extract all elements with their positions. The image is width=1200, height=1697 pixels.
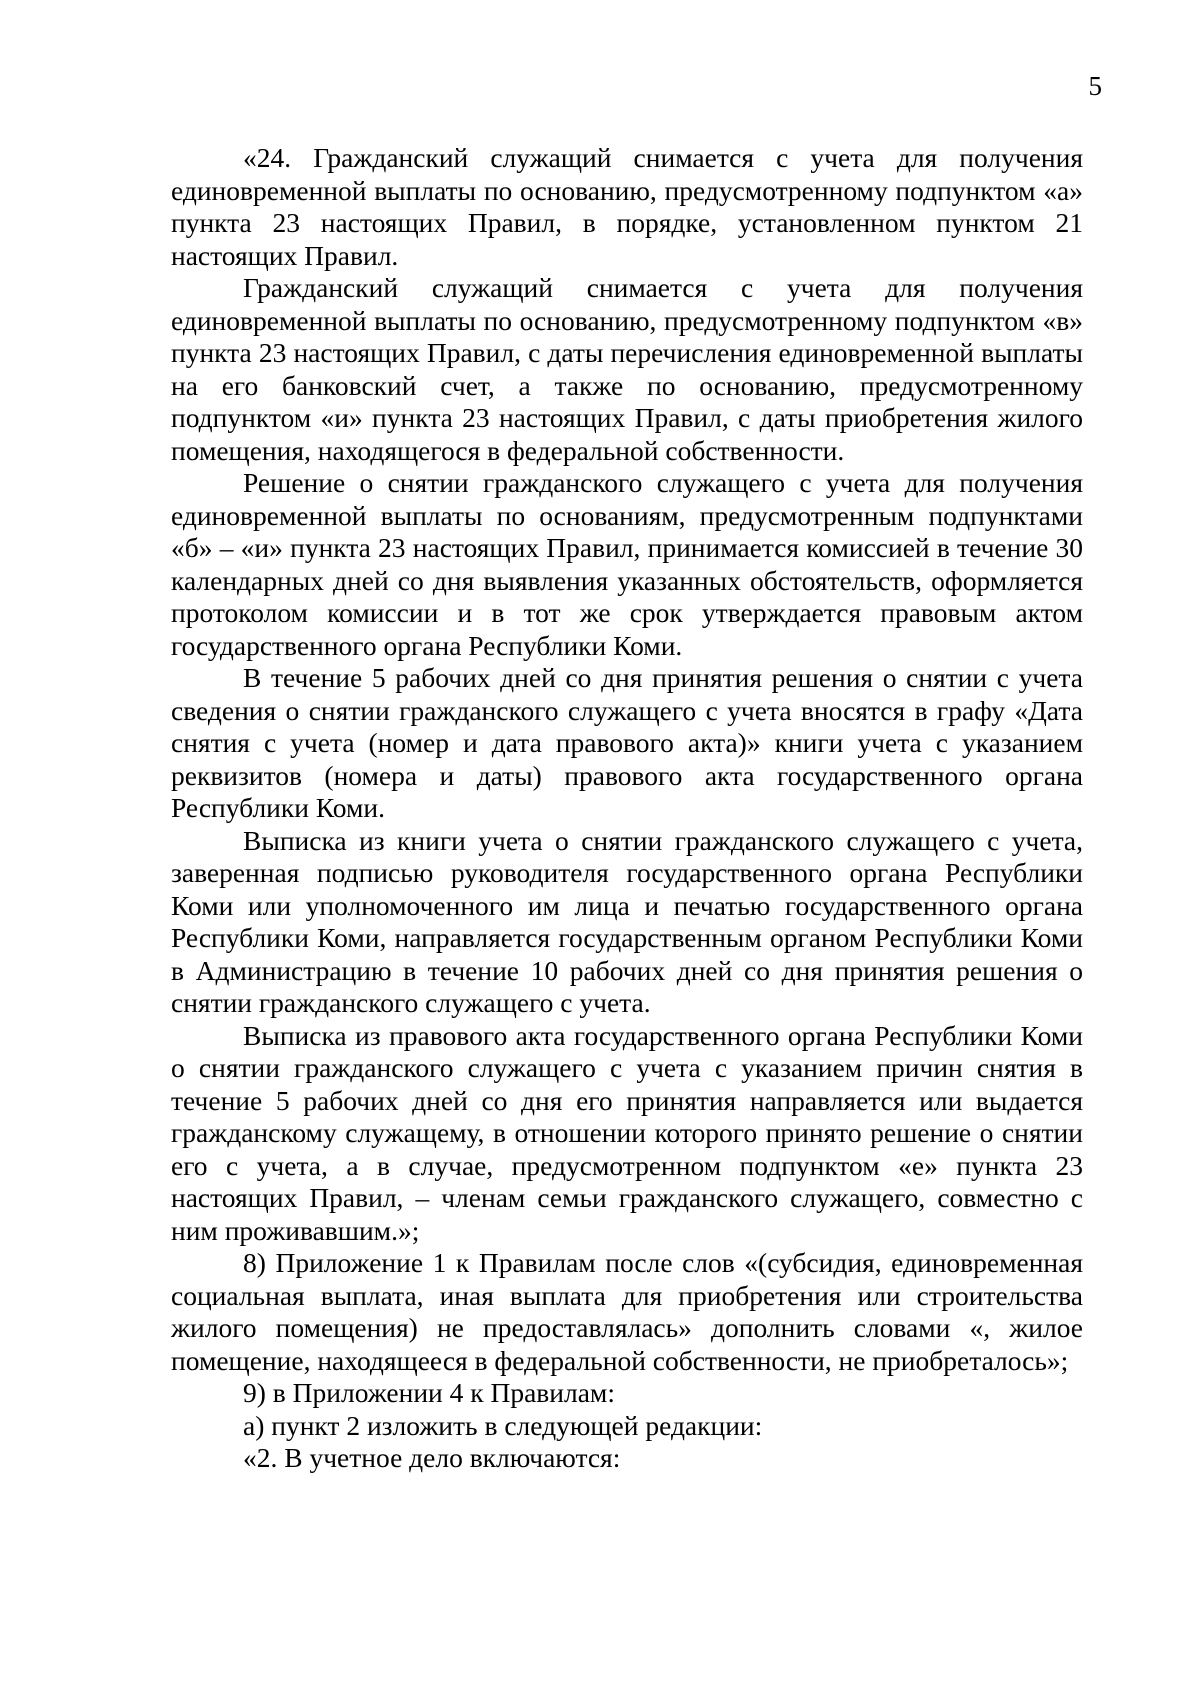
paragraph-amendment-9a: а) пункт 2 изложить в следующей редакции: — [243, 1409, 763, 1441]
paragraph-legal-act-extract: Выписка из правового акта государственного органа Республики Коми о снятии гражданского служащего с учета с указанием причин снятия в течение 5 рабочих дней со дня его принятия направляется или выдается гражданскому служащему, в отношении которого принято решение о снятии его с учета, а в случае, предусмотренном подпунктом «е» пункта 23 настоящих Правил, – членам семьи гражданского служащего, совместно с ним проживавшим.»; — [171, 1019, 1083, 1246]
paragraph-amendment-8: 8) Приложение 1 к Правилам после слов «(субсидия, единовременная социальная выплата, иная выплата для приобретения или строительства жилого помещения) не предоставлялась» дополнить словами «, жилое помещение, находящееся в федеральной собственности, не приобреталось»; — [171, 1247, 1083, 1376]
paragraph-amendment-9: 9) в Приложении 4 к Правилам: — [243, 1377, 615, 1408]
paragraph-registry-entry: В течение 5 рабочих дней со дня принятия решения о снятии с учета сведения о снятии гражданского служащего с учета вносятся в графу «Дата снятия с учета (номер и дата правового акта)» книги учета с указанием реквизитов (номера и даты) правового акта государственного органа Республики Коми. — [171, 662, 1083, 823]
paragraph-rule-24: «24. Гражданский служащий снимается с учета для получения единовременной выплаты по основанию, предусмотренному подпунктом «а» пункта 23 настоящих Правил, в порядке, установленном пунктом 21 настоящих Правил. — [171, 142, 1083, 271]
paragraph-registry-extract: Выписка из книги учета о снятии гражданского служащего с учета, заверенная подписью руководителя государственного органа Республики Коми или уполномоченного им лица и печатью государственного органа Республики Коми, направляется государственным органом Республики Коми в Администрацию в течение 10 рабочих дней со дня принятия решения о снятии гражданского служащего с учета. — [171, 824, 1083, 1018]
page-number: 5 — [1088, 71, 1102, 101]
paragraph-commission-decision: Решение о снятии гражданского служащего с учета для получения единовременной выплаты по основаниям, предусмотренным подпунктами «б» – «и» пункта 23 настоящих Правил, принимается комиссией в течение 30 календарных дней со дня выявления указанных обстоятельств, оформляется протоколом комиссии и в тот же срок утверждается правовым актом государственного органа Республики Коми. — [171, 467, 1083, 661]
paragraph-clause-2: «2. В учетное дело включаются: — [243, 1442, 621, 1473]
paragraph-deregistration-date: Гражданский служащий снимается с учета для получения единовременной выплаты по основанию, предусмотренному подпунктом «в» пункта 23 настоящих Правил, с даты перечисления единовременной выплаты на его банковский счет, а также по основанию, предусмотренному подпунктом «и» пункта 23 настоящих Правил, с даты приобретения жилого помещения, находящегося в федеральной собственности. — [171, 272, 1083, 466]
document-body — [171, 142, 1083, 1475]
